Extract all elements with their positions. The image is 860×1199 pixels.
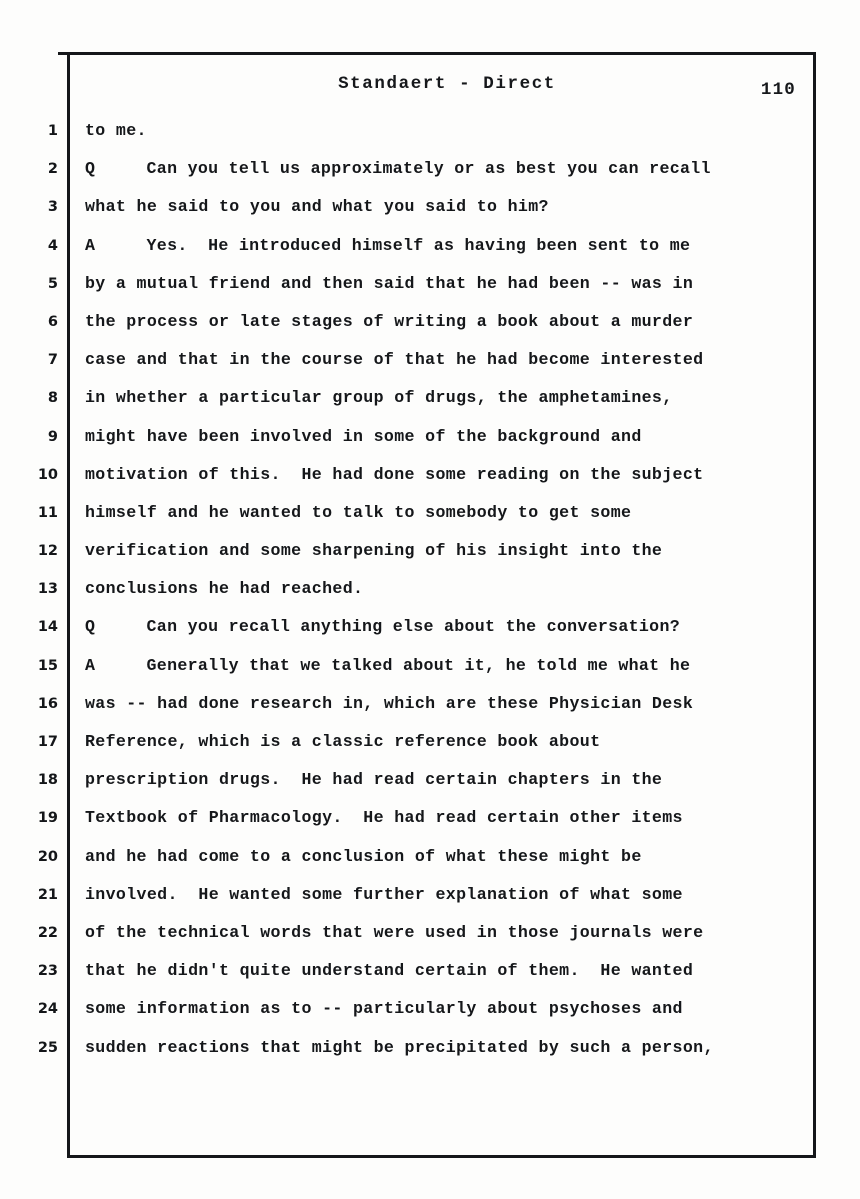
- line-number: 20: [37, 848, 58, 865]
- transcript-line: [0, 616, 860, 654]
- line-text: sudden reactions that might be precipitated by such a person,: [85, 1037, 714, 1057]
- line-text: was -- had done research in, which are these Physician Desk: [85, 693, 694, 713]
- transcript-line: [0, 693, 860, 731]
- line-number: 10: [37, 466, 58, 483]
- line-number: 7: [47, 352, 58, 369]
- line-text: involved. He wanted some further explanation of what some: [85, 884, 683, 904]
- line-text: conclusions he had reached.: [85, 579, 364, 599]
- line-text: what he said to you and what you said to him?: [85, 197, 549, 217]
- line-number: 4: [47, 237, 58, 254]
- line-text: in whether a particular group of drugs, the amphetamines,: [85, 388, 673, 408]
- line-text: case and that in the course of that he had become interested: [85, 350, 704, 370]
- transcript-line: [0, 273, 860, 311]
- line-text: verification and some sharpening of his insight into the: [85, 541, 663, 561]
- line-number: 24: [37, 1001, 58, 1018]
- line-text: might have been involved in some of the background and: [85, 426, 642, 446]
- line-number: 17: [37, 734, 58, 750]
- transcript-line: [0, 884, 860, 922]
- line-number: 23: [37, 963, 58, 980]
- line-number: 5: [47, 275, 58, 292]
- line-number: 9: [47, 428, 58, 445]
- page-title: Standaert - Direct: [338, 74, 556, 94]
- transcript-line: [0, 502, 860, 540]
- line-number: 1: [47, 123, 58, 139]
- transcript-line: [0, 960, 860, 998]
- page-number: 110: [760, 80, 796, 100]
- transcript-line: [0, 769, 860, 807]
- transcript-line: [0, 1037, 860, 1075]
- transcript-line: [0, 235, 860, 273]
- transcript-line: [0, 387, 860, 425]
- transcript-line: [0, 426, 860, 464]
- line-text: to me.: [85, 121, 147, 140]
- line-number: 12: [37, 543, 58, 560]
- line-number: 15: [37, 657, 58, 674]
- transcript-line: [0, 731, 860, 769]
- line-text: Textbook of Pharmacology. He had read certain other items: [85, 808, 683, 828]
- line-text: some information as to -- particularly about psychoses and: [85, 999, 683, 1019]
- line-text: Reference, which is a classic reference book about: [85, 732, 601, 751]
- line-number: 6: [47, 313, 58, 330]
- line-text: of the technical words that were used in those journals were: [85, 922, 704, 942]
- line-number: 2: [47, 161, 58, 178]
- page-border-top: [58, 52, 816, 55]
- transcript-line: [0, 540, 860, 578]
- line-text: himself and he wanted to talk to somebody to get some: [85, 502, 632, 522]
- line-number: 18: [37, 772, 58, 789]
- transcript-line: [0, 196, 860, 234]
- transcript-line: [0, 998, 860, 1036]
- transcript-line: [0, 158, 860, 196]
- transcript-line: [0, 578, 860, 616]
- line-text: the process or late stages of writing a book about a murder: [85, 311, 694, 331]
- line-text: and he had come to a conclusion of what these might be: [85, 846, 642, 866]
- page-header: [90, 74, 804, 100]
- line-text: motivation of this. He had done some reading on the subject: [85, 464, 704, 484]
- line-number: 13: [37, 581, 58, 598]
- transcript-line: [0, 922, 860, 960]
- transcript-line: [0, 349, 860, 387]
- transcript-line: [0, 464, 860, 502]
- transcript-line: [0, 846, 860, 884]
- line-text: Q Can you recall anything else about the conversation?: [85, 617, 680, 637]
- transcript-line: [0, 120, 860, 158]
- line-number: 16: [37, 695, 58, 712]
- line-number: 22: [37, 924, 58, 941]
- page-border-bottom: [67, 1155, 816, 1158]
- line-number: 25: [37, 1039, 58, 1056]
- line-number: 14: [37, 619, 58, 636]
- transcript-line: [0, 311, 860, 349]
- line-text: that he didn't quite understand certain of them. He wanted: [85, 961, 694, 981]
- transcript-line: [0, 655, 860, 693]
- line-text: by a mutual friend and then said that he had been -- was in: [85, 273, 694, 293]
- line-text: A Yes. He introduced himself as having been sent to me: [85, 235, 691, 255]
- line-number: 19: [37, 810, 58, 827]
- line-number: 3: [47, 199, 58, 216]
- line-text: A Generally that we talked about it, he told me what he: [85, 655, 691, 675]
- line-text: Q Can you tell us approximately or as best you can recall: [85, 159, 711, 179]
- line-number: 21: [37, 886, 58, 903]
- line-number: 11: [37, 504, 58, 521]
- line-number: 8: [47, 390, 58, 407]
- line-text: prescription drugs. He had read certain chapters in the: [85, 770, 663, 790]
- transcript-body: [0, 120, 860, 1075]
- transcript-line: [0, 807, 860, 845]
